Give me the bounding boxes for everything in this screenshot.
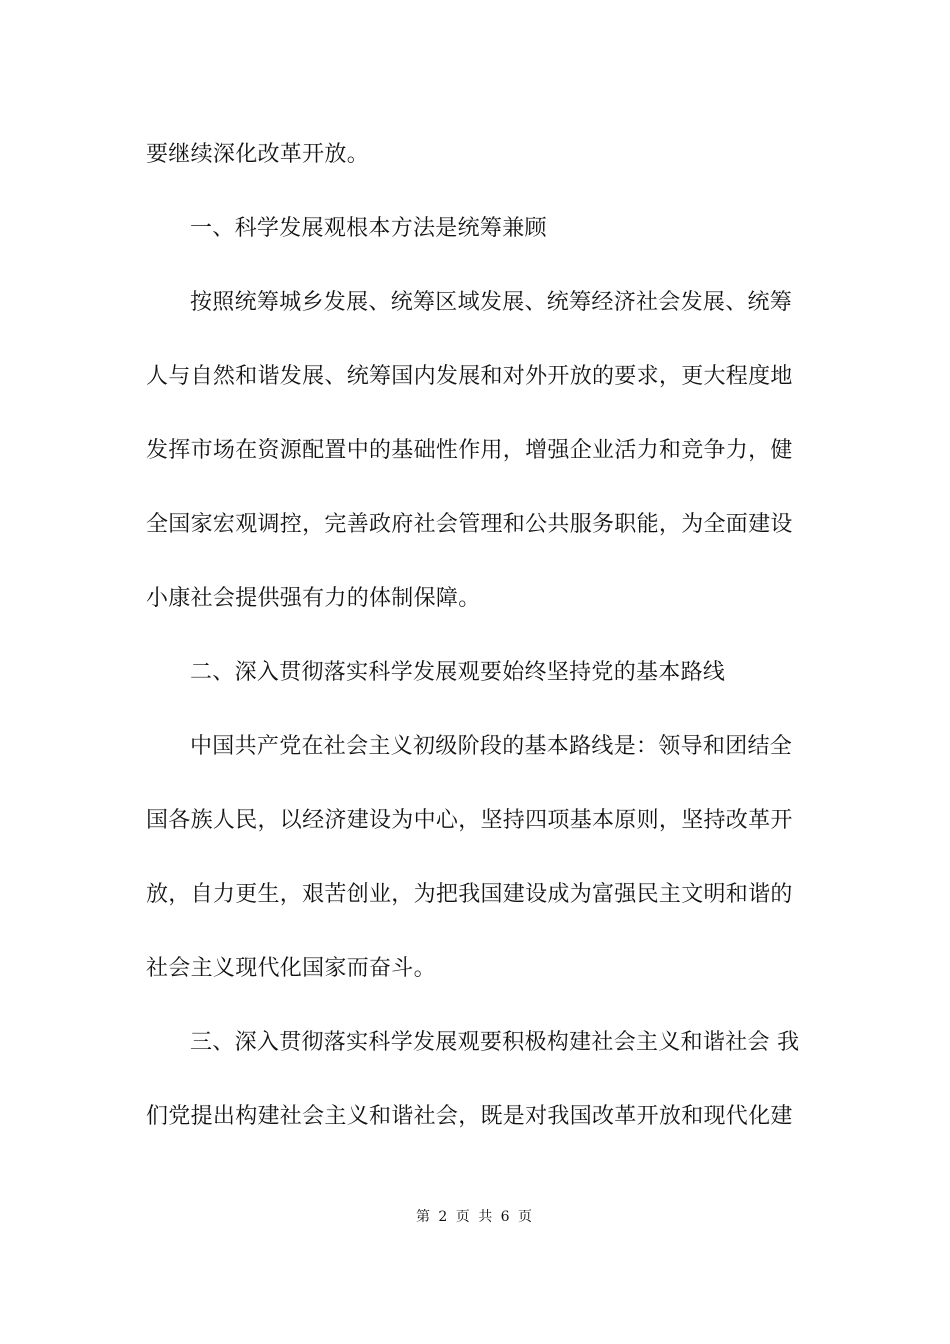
body-text-line: 发挥市场在资源配置中的基础性作用，增强企业活力和竞争力，健 (146, 438, 793, 463)
body-text-line: 社会主义现代化国家而奋斗。 (146, 956, 436, 981)
section-heading-2: 二、深入贯彻落实科学发展观要始终坚持党的基本路线 (190, 660, 726, 685)
body-text-line: 要继续深化改革开放。 (146, 142, 370, 167)
body-text-line: 按照统筹城乡发展、统筹区域发展、统筹经济社会发展、统筹 (190, 290, 793, 315)
section-heading-3: 三、深入贯彻落实科学发展观要积极构建社会主义和谐社会 我 (190, 1030, 800, 1055)
section-heading-1: 一、科学发展观根本方法是统筹兼顾 (190, 216, 547, 241)
body-text-line: 全国家宏观调控，完善政府社会管理和公共服务职能，为全面建设 (146, 512, 793, 537)
body-text-line: 中国共产党在社会主义初级阶段的基本路线是：领导和团结全 (190, 734, 793, 759)
body-text-line: 人与自然和谐发展、统筹国内发展和对外开放的要求，更大程度地 (146, 364, 793, 389)
body-text-line: 国各族人民，以经济建设为中心，坚持四项基本原则，坚持改革开 (146, 808, 793, 833)
body-text-line: 放，自力更生，艰苦创业，为把我国建设成为富强民主文明和谐的 (146, 882, 793, 907)
body-text-line: 们党提出构建社会主义和谐社会，既是对我国改革开放和现代化建 (146, 1104, 793, 1129)
body-text-line: 小康社会提供强有力的体制保障。 (146, 586, 481, 611)
page-number-footer: 第 2 页 共 6 页 (415, 1209, 535, 1225)
